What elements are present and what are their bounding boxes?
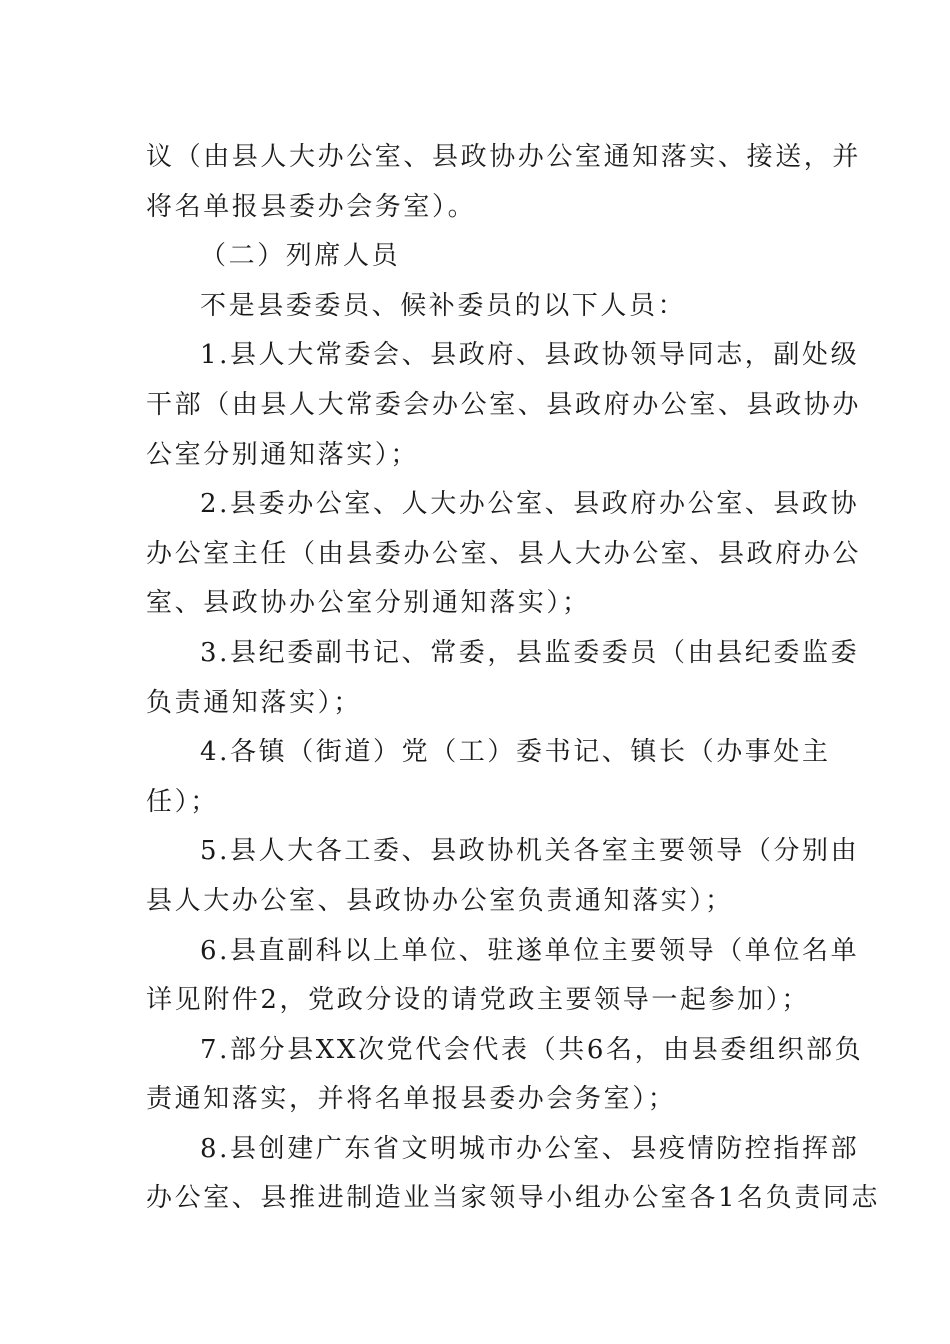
document-body	[146, 133, 881, 1224]
list-item-6: 6.县直副科以上单位、驻遂单位主要领导（单位名单	[200, 935, 860, 966]
text-line: 任）；	[146, 786, 219, 817]
text-line: 议（由县人大办公室、县政协办公室通知落实、接送，并	[146, 142, 862, 172]
list-item-5: 5.县人大各工委、县政协机关各室主要领导（分别由	[200, 836, 860, 867]
list-item-4: 4.各镇（街道）党（工）委书记、镇长（办事处主	[200, 737, 831, 768]
text-line: 办公室主任（由县委办公室、县人大办公室、县政府办公	[146, 538, 862, 569]
list-item-7: 7.部分县XX次党代会代表（共6名，由县委组织部负	[200, 1034, 864, 1065]
list-item-2: 2.县委办公室、人大办公室、县政府办公室、县政协	[200, 489, 860, 520]
text-line: 办公室、县推进制造业当家领导小组办公室各1名负责同志	[146, 1183, 881, 1214]
list-item-1: 1.县人大常委会、县政府、县政协领导同志，副处级	[200, 340, 860, 371]
list-item-3: 3.县纪委副书记、常委，县监委委员（由县纪委监委	[200, 637, 860, 668]
section-heading: （二）列席人员	[200, 241, 401, 272]
text-line: 室、县政协办公室分别通知落实）；	[146, 588, 591, 619]
text-line: 将名单报县委办会务室）。	[146, 191, 477, 222]
list-item-8: 8.县创建广东省文明城市办公室、县疫情防控指挥部	[200, 1133, 860, 1164]
text-line: 详见附件2，党政分设的请党政主要领导一起参加）；	[146, 985, 810, 1016]
text-line: 负责通知落实）；	[146, 687, 362, 718]
text-line: 干部（由县人大常委会办公室、县政府办公室、县政协办	[146, 389, 862, 420]
text-line: 责通知落实，并将名单报县委办会务室）；	[146, 1084, 677, 1115]
paragraph-line: 不是县委委员、候补委员的以下人员：	[200, 290, 687, 321]
text-line: 县人大办公室、县政协办公室负责通知落实）；	[146, 885, 734, 916]
text-line: 公室分别通知落实）；	[146, 439, 420, 470]
